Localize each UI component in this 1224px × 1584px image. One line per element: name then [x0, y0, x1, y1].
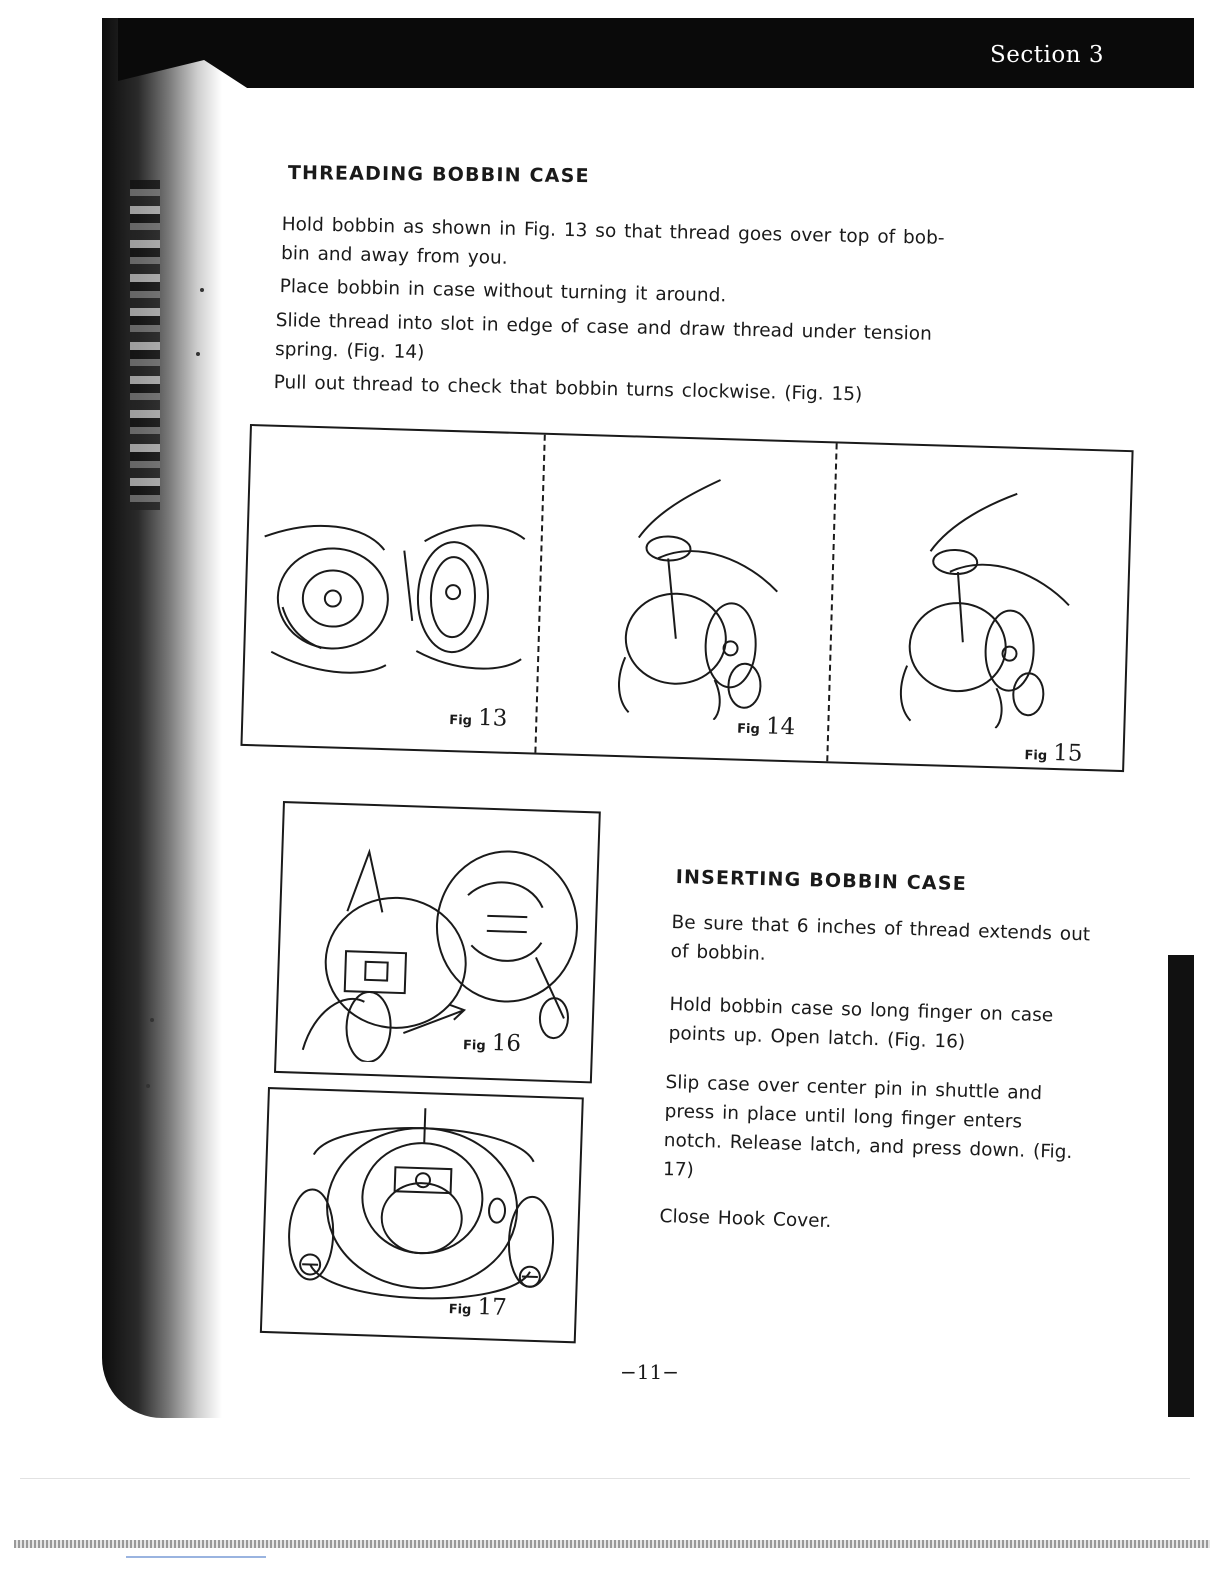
inserting-paragraph-1: Be sure that 6 inches of thread extends out of bobbin. [670, 911, 1091, 965]
scan-line [126, 1556, 266, 1558]
fig16-open-latch-illustration [282, 809, 590, 1069]
fig14-thread-under-spring-illustration [544, 465, 831, 723]
scan-speck [146, 1084, 150, 1088]
inserting-paragraph-2: Hold bobbin case so long finger on case points up. Open latch. (Fig. 16) [668, 993, 1054, 1053]
book-binding-shadow [102, 18, 222, 1418]
figure-strip-13-15 [240, 424, 1133, 772]
fig14-label: Fig 14 [736, 713, 796, 741]
fig15-label: Fig 15 [1024, 739, 1083, 767]
fig16-box [274, 801, 601, 1083]
threading-heading: THREADING BOBBIN CASE [287, 162, 590, 188]
inserting-paragraph-3: Slip case over center pin in shuttle and press in place until long finger enters notch. Release latch, and press down. (Fig. 17) [662, 1071, 1073, 1181]
fig17-shuttle-illustration [268, 1093, 575, 1333]
scan-strip [14, 1540, 1210, 1548]
threading-paragraph-4: Pull out thread to check that bobbin turns clockwise. (Fig. 15) [273, 371, 863, 406]
fig13-bobbin-and-case-illustration [250, 476, 537, 714]
scan-speck [196, 352, 200, 356]
fig16-label: Fig 16 [462, 1030, 522, 1058]
fig15-check-clockwise-illustration [835, 474, 1122, 732]
fig17-label: Fig 17 [448, 1294, 508, 1322]
scan-rule [20, 1478, 1190, 1479]
threading-paragraph-3: Slide thread into slot in edge of case and draw thread under tension spring. (Fig. 14) [274, 309, 933, 364]
scan-speck [150, 1018, 154, 1022]
scan-speck [200, 288, 204, 292]
threading-paragraph-2: Place bobbin in case without turning it around. [279, 275, 727, 307]
inserting-paragraph-4: Close Hook Cover. [659, 1205, 832, 1233]
fig17-box [260, 1087, 584, 1343]
right-page-edge-shadow [1168, 955, 1194, 1417]
binding-bleed-text [130, 180, 160, 510]
page-number: −11− [620, 1360, 679, 1384]
threading-paragraph-1: Hold bobbin as shown in Fig. 13 so that thread goes over top of bob-bin and away from you. [280, 213, 945, 269]
inserting-heading: INSERTING BOBBIN CASE [675, 866, 968, 896]
fig13-label: Fig 13 [449, 704, 508, 732]
section-label: Section 3 [990, 42, 1104, 68]
